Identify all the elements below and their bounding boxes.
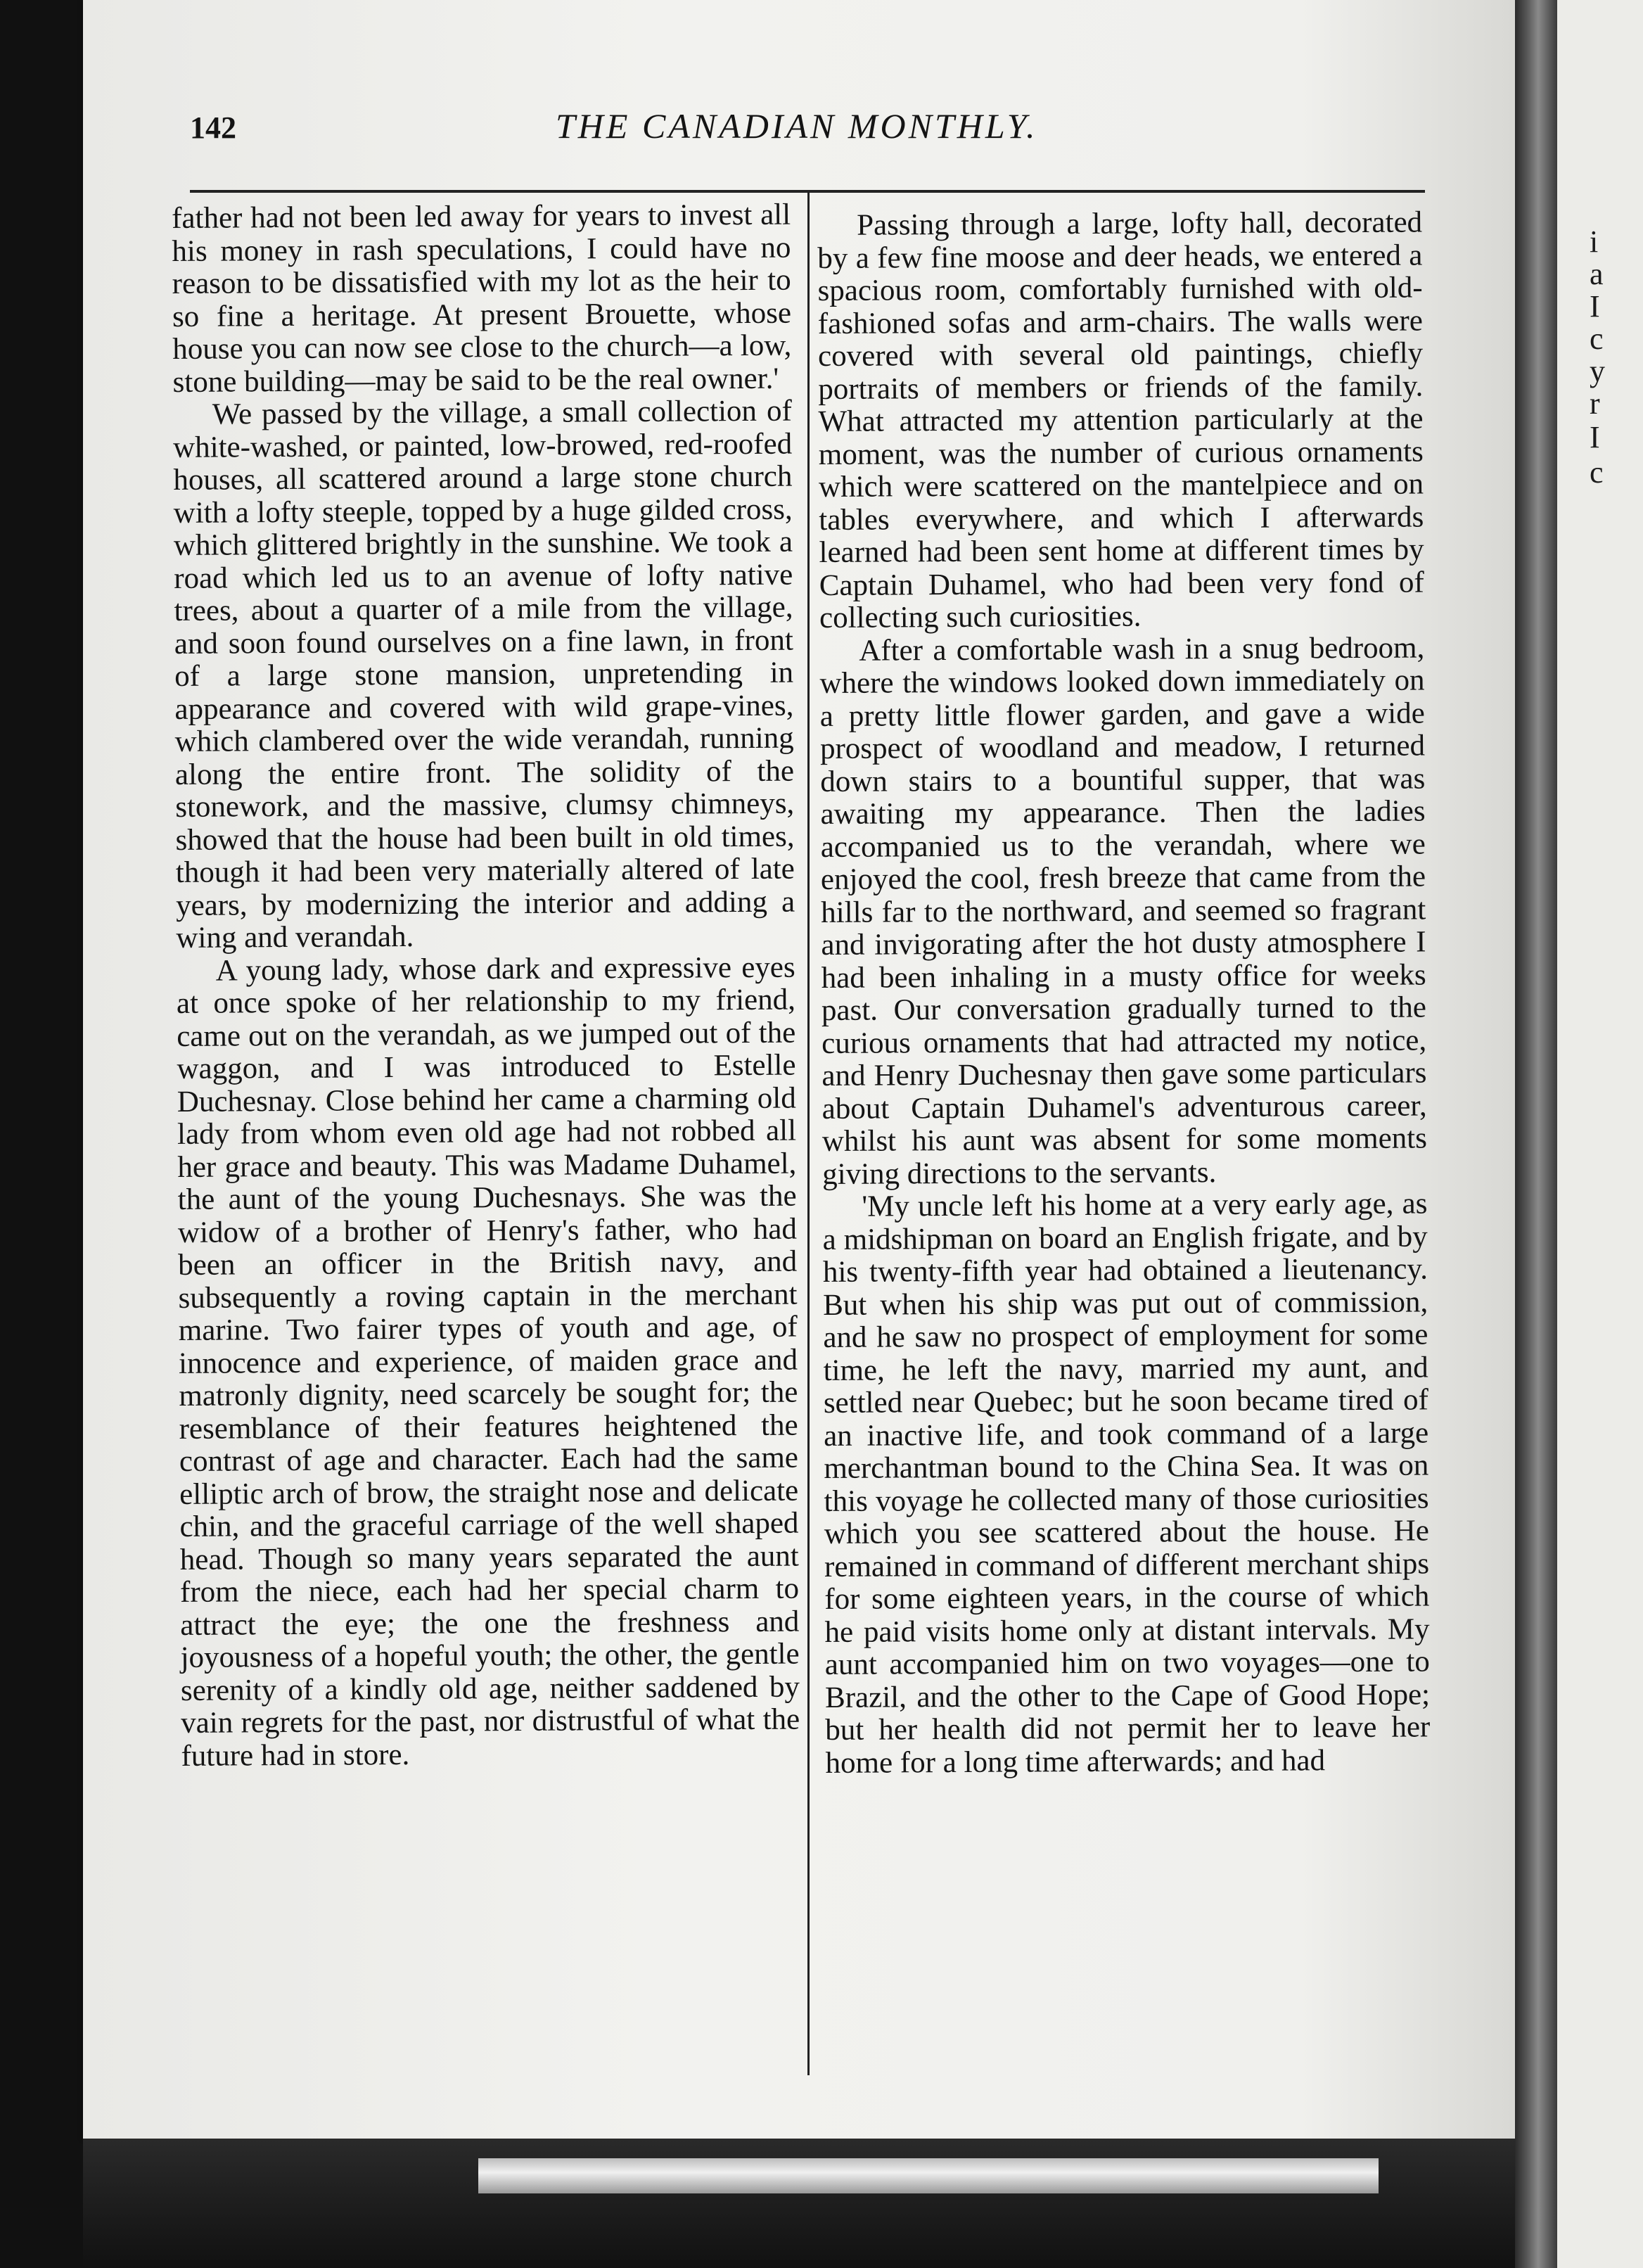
page-number: 142 [190, 110, 236, 145]
right-column [817, 206, 1431, 1779]
next-page-edge [1557, 0, 1643, 2268]
running-title: THE CANADIAN MONTHLY. [556, 106, 1038, 146]
scan-bottom-strip [478, 2158, 1379, 2193]
next-page-fragment: a [1590, 257, 1604, 291]
paragraph: After a comfortable wash in a snug bedroom, where the windows looked down immediately on a pretty little flower garden, and gave a wide prospect of woodland and meadow, I returned down stairs to a bountiful supper, that was awaiting my appearance. Then the ladies accompanied us to the verandah, where we enjoyed the cool, fresh breeze that came from the hills far to the northward, and seemed so fragrant and invigorating after the hot dusty atmosphere I had been inhaling in a musty office for weeks past. Our conversation gradually turned to the curious ornaments that had attracted my notice, and Henry Duchesnay then gave some particulars about Captain Duhamel's adventurous career, whilst his aunt was absent for some moments giving directions to the servants. [819, 630, 1428, 1191]
paragraph: 'My uncle left his home at a very early age, as a midshipman on board an English frigate, and by his twenty-fifth year had obtained a lieutenancy. But when his ship was put out of commission, and he saw no prospect of employment for some time, he left the navy, married my aunt, and settled near Quebec; but he soon became tired of an inactive life, and took command of a large merchantman bound to the China Sea. It was on this voyage he collected many of those curiosities which you see scattered about the house. He remained in command of different merchant ships for some eighteen years, in the course of which he paid visits home only at distant intervals. My aunt accompanied him on two voyages—one to Brazil, and the other to the Cape of Good Hope; but her health did not permit her to leave her home for a long time afterwards; and had [822, 1187, 1431, 1780]
next-page-fragment: c [1590, 455, 1604, 490]
paragraph: We passed by the village, a small collection of white-washed, or painted, low-browed, red-roofed houses, all scattered around a large stone church with a lofty steeple, topped by a huge gilded cross, which glittered brightly in the sunshine. We took a road which led us to an avenue of lofty native trees, about a quarter of a mile from the village, and soon found ourselves on a fine lawn, in front of a large stone mansion, unpretending in appearance and covered with wild grape-vines, which clambered over the wide verandah, running along the entire front. The solidity of the stonework, and the massive, clumsy chimneys, showed that the house had been built in old times, though it had been very materially altered of late years, by modernizing the interior and adding a wing and verandah. [172, 394, 795, 955]
left-column [172, 199, 800, 1773]
next-page-fragment: c [1590, 321, 1604, 356]
paragraph: Passing through a large, lofty hall, decorated by a few fine moose and deer heads, we entered a spacious room, comfortably furnished with old-fashioned sofas and arm-chairs. The walls were covered with several old paintings, chiefly portraits of members or friends of the family. What attracted my attention particularly at the moment, was the number of curious ornaments which were scattered on the mantelpiece and on tables everywhere, and which I afterwards learned had been sent home at different times by Captain Duhamel, who had been very fond of collecting such curiosities. [817, 205, 1424, 635]
next-page-fragment: y [1590, 354, 1605, 388]
paragraph: father had not been led away for years to invest all his money in rash speculations, I could have no reason to be dissatisfied with my lot as the heir to so fine a heritage. At present Brouette, whose house you can now see close to the church—a low, stone building—may be said to be the real owner.' [171, 198, 792, 399]
page-header [190, 106, 1428, 162]
next-page-fragment: r [1590, 386, 1600, 421]
next-page-fragment: I [1590, 289, 1600, 324]
page-gutter-shadow [1515, 0, 1557, 2268]
next-page-fragment: I [1590, 420, 1600, 454]
column-divider [807, 190, 810, 2075]
paragraph: A young lady, whose dark and expressive eyes at once spoke of her relationship to my friend, came out on the verandah, as we jumped out of the waggon, and I was introduced to Estelle Duchesnay. Close behind her came a charming old lady from whom even old age had not robbed all her grace and beauty. This was Madame Duhamel, the aunt of the young Duchesnays. She was the widow of a brother of Henry's father, who had been an officer in the British navy, and subsequently a roving captain in the merchant marine. Two fairer types of youth and age, of innocence and experience, of maiden grace and matronly dignity, need scarcely be sought for; the resemblance of their features heightened the contrast of age and character. Each had the same elliptic arch of brow, the straight nose and delicate chin, and the graceful carriage of the well shaped head. Though so many years separated the aunt from the niece, each had her special charm to attract the eye; the one the freshness and joyousness of a hopeful youth; the other, the gentle serenity of a kindly old age, neither saddened by vain regrets for the past, nor distrustful of what the future had in store. [176, 950, 800, 1773]
next-page-fragment: i [1590, 224, 1599, 259]
